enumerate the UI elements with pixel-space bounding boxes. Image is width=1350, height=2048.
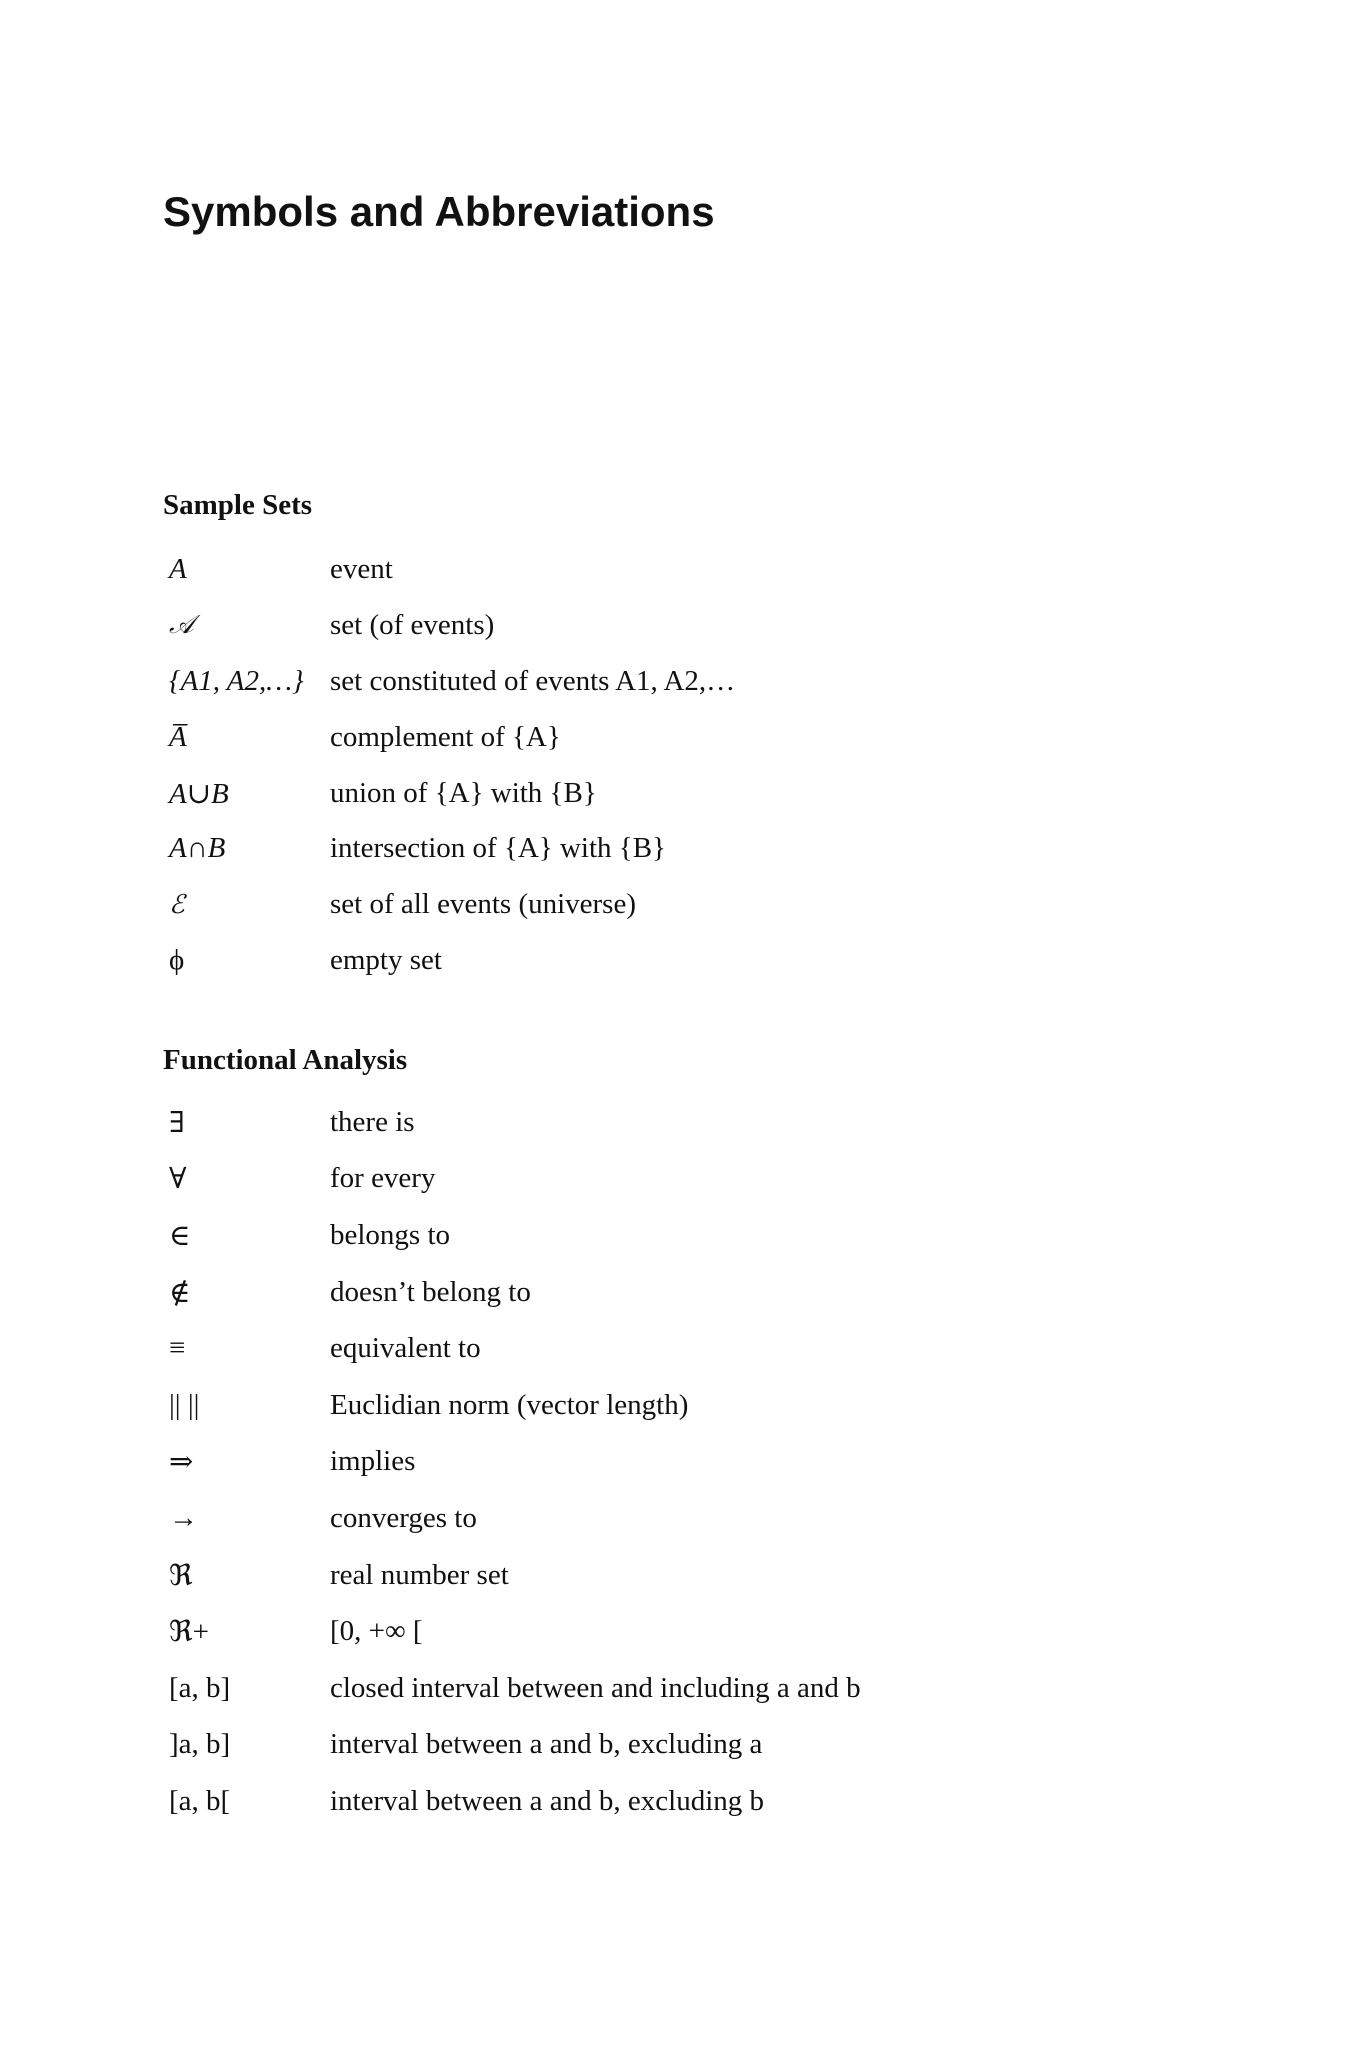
description: for every [330, 1162, 436, 1195]
symbol: A∪B [169, 777, 229, 810]
table-row [163, 1434, 861, 1491]
symbol: [a, b[ [169, 1784, 231, 1817]
table-row [163, 709, 735, 765]
description: implies [330, 1445, 416, 1478]
description: Euclidian norm (vector length) [330, 1388, 689, 1421]
symbol: ℰ [169, 889, 185, 920]
description: set of all events (universe) [330, 888, 637, 921]
description: interval between a and b, excluding b [330, 1784, 765, 1817]
description: [0, +∞ [ [330, 1615, 423, 1648]
description: complement of {A} [330, 720, 561, 753]
description: intersection of {A} with {B} [330, 832, 666, 865]
symbol: ≡ [169, 1332, 186, 1365]
section-functional-analysis [163, 1040, 861, 1830]
symbol-table [163, 542, 735, 988]
symbol: {A1, A2,…} [169, 664, 304, 697]
symbol: ℜ+ [169, 1616, 209, 1649]
table-row [163, 877, 735, 933]
table-row [163, 1547, 861, 1604]
symbol: || || [169, 1388, 200, 1421]
table-row [163, 1320, 861, 1377]
symbol: ∃ [169, 1106, 185, 1139]
description: set (of events) [330, 609, 495, 642]
description: event [330, 553, 393, 586]
symbol: [a, b] [169, 1671, 231, 1704]
symbol-table [163, 1094, 861, 1830]
symbol: ϕ [169, 943, 185, 976]
table-row [163, 1603, 861, 1660]
table-row [163, 1094, 861, 1151]
description: there is [330, 1105, 415, 1138]
table-row [163, 654, 735, 710]
table-row [163, 1264, 861, 1321]
symbol: → [169, 1501, 198, 1534]
description: closed interval between and including a and b [330, 1671, 861, 1704]
description: real number set [330, 1558, 509, 1591]
symbol: 𝒜 [169, 610, 194, 641]
table-row [163, 1151, 861, 1208]
table-row [163, 1490, 861, 1547]
section-sample-sets [163, 485, 735, 988]
symbol: ∉ [169, 1276, 191, 1309]
symbol: A̅ [169, 720, 187, 753]
table-row [163, 598, 735, 654]
symbol: ]a, b] [169, 1728, 231, 1761]
table-row [163, 1773, 861, 1830]
symbol: ⇒ [169, 1446, 194, 1479]
description: empty set [330, 943, 442, 976]
symbol: A [169, 553, 187, 586]
description: set constituted of events A1, A2,… [330, 664, 736, 697]
section-heading: Sample Sets [163, 489, 313, 521]
table-row [163, 1207, 861, 1264]
section-heading: Functional Analysis [163, 1044, 408, 1076]
description: interval between a and b, excluding a [330, 1728, 763, 1761]
symbol: ℜ [169, 1559, 193, 1592]
table-row [163, 933, 735, 989]
table-row [163, 1660, 861, 1717]
table-row [163, 765, 735, 821]
table-row [163, 542, 735, 598]
description: converges to [330, 1501, 477, 1534]
page-title: Symbols and Abbreviations [163, 188, 715, 235]
description: doesn’t belong to [330, 1275, 531, 1308]
symbol: A∩B [169, 832, 226, 865]
symbol: ∀ [169, 1163, 187, 1196]
description: belongs to [330, 1218, 451, 1251]
description: equivalent to [330, 1332, 481, 1365]
description: union of {A} with {B} [330, 776, 597, 809]
table-row [163, 1377, 861, 1434]
table-row [163, 821, 735, 877]
table-row [163, 1717, 861, 1774]
symbol: ∈ [169, 1219, 191, 1252]
